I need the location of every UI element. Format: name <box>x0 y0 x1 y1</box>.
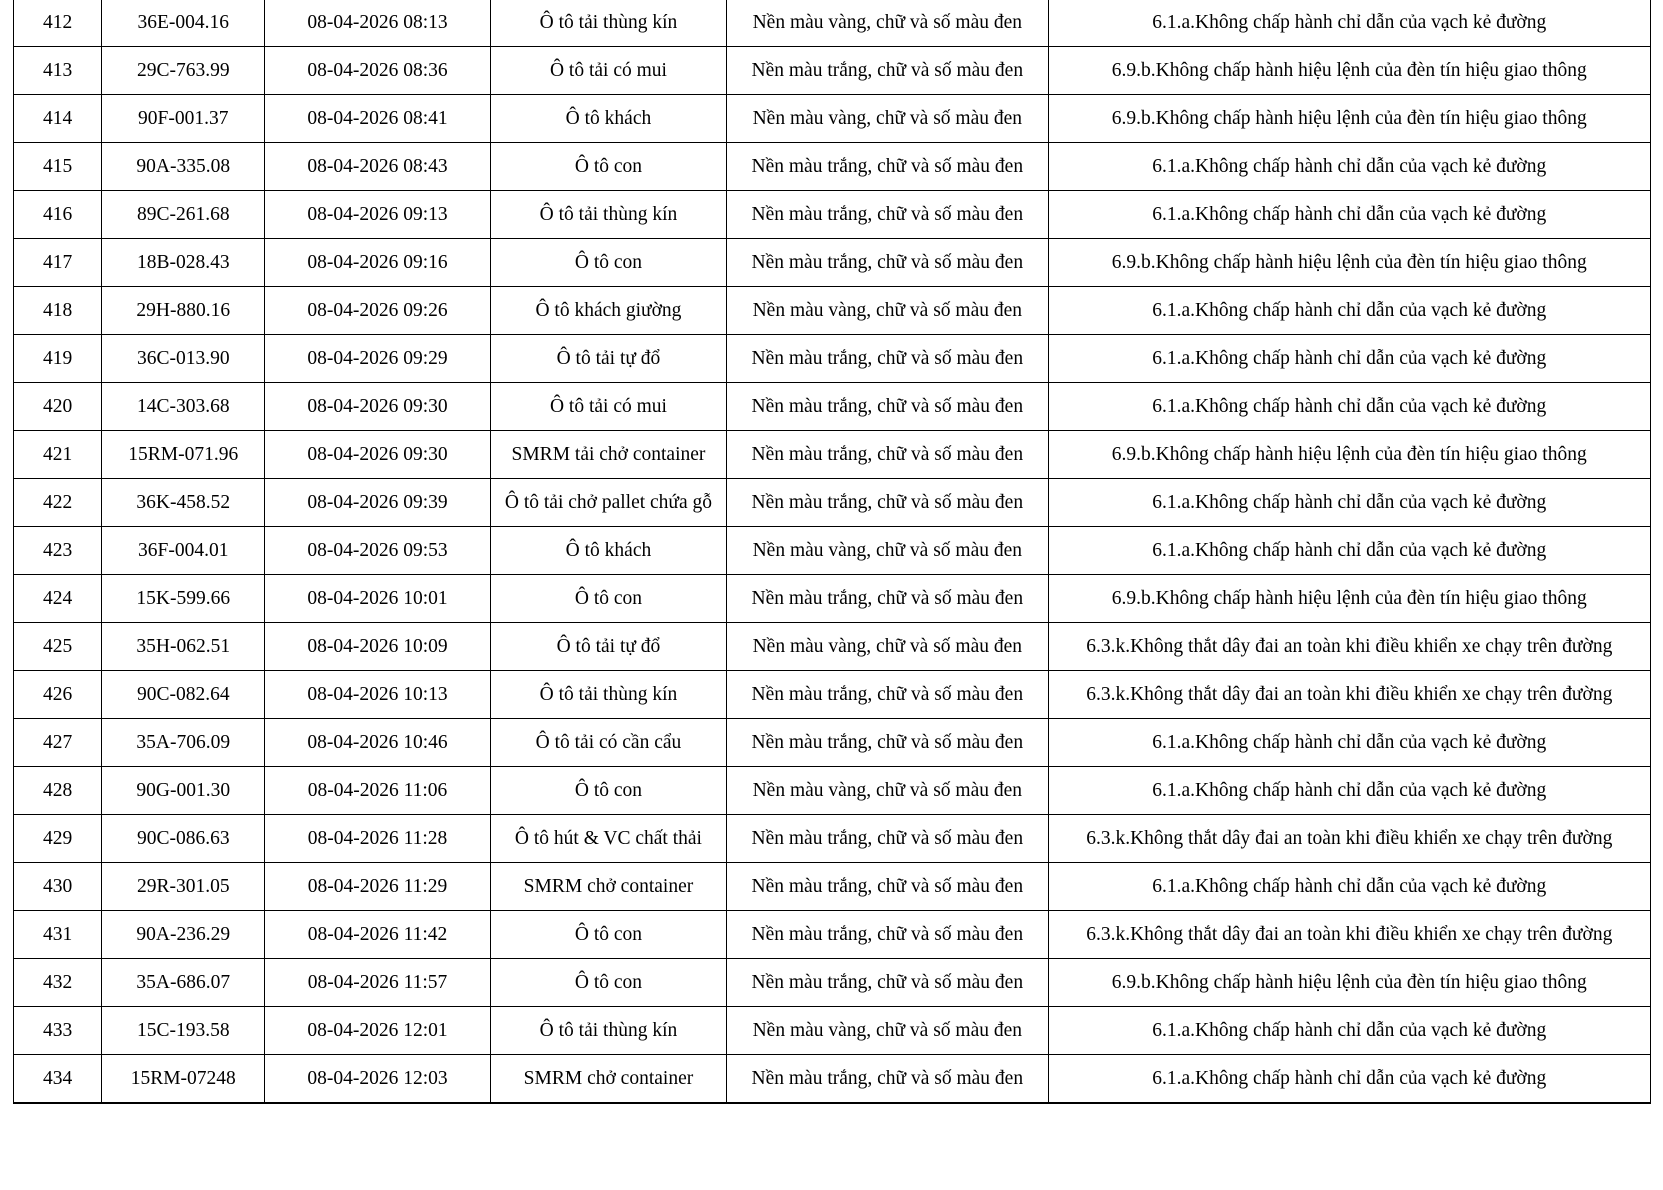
violation-description-cell: 6.1.a.Không chấp hành chỉ dẫn của vạch kẻ đường <box>1048 719 1650 767</box>
violation-time-cell: 08-04-2026 12:03 <box>265 1055 491 1104</box>
violation-time-cell: 08-04-2026 08:13 <box>265 0 491 47</box>
row-number-cell: 418 <box>14 287 102 335</box>
license-plate-cell: 29C-763.99 <box>102 47 265 95</box>
license-plate-cell: 15RM-071.96 <box>102 431 265 479</box>
table-row <box>14 95 1651 143</box>
violation-time-cell: 08-04-2026 09:26 <box>265 287 491 335</box>
violation-description-cell: 6.9.b.Không chấp hành hiệu lệnh của đèn tín hiệu giao thông <box>1048 47 1650 95</box>
vehicle-type-cell: Ô tô khách <box>490 95 726 143</box>
license-plate-cell: 29H-880.16 <box>102 287 265 335</box>
vehicle-type-cell: SMRM tải chở container <box>490 431 726 479</box>
vehicle-type-cell: SMRM chở container <box>490 1055 726 1104</box>
violation-description-cell: 6.1.a.Không chấp hành chỉ dẫn của vạch kẻ đường <box>1048 1007 1650 1055</box>
violation-description-cell: 6.1.a.Không chấp hành chỉ dẫn của vạch kẻ đường <box>1048 335 1650 383</box>
row-number-cell: 417 <box>14 239 102 287</box>
plate-color-cell: Nền màu trắng, chữ và số màu đen <box>727 1055 1048 1104</box>
plate-color-cell: Nền màu vàng, chữ và số màu đen <box>727 287 1048 335</box>
violation-time-cell: 08-04-2026 12:01 <box>265 1007 491 1055</box>
violation-description-cell: 6.3.k.Không thắt dây đai an toàn khi điều khiển xe chạy trên đường <box>1048 911 1650 959</box>
violation-description-cell: 6.9.b.Không chấp hành hiệu lệnh của đèn tín hiệu giao thông <box>1048 431 1650 479</box>
table-row <box>14 863 1651 911</box>
table-row <box>14 575 1651 623</box>
row-number-cell: 413 <box>14 47 102 95</box>
vehicle-type-cell: Ô tô con <box>490 911 726 959</box>
row-number-cell: 420 <box>14 383 102 431</box>
violation-time-cell: 08-04-2026 09:30 <box>265 431 491 479</box>
vehicle-type-cell: Ô tô con <box>490 575 726 623</box>
row-number-cell: 412 <box>14 0 102 47</box>
row-number-cell: 427 <box>14 719 102 767</box>
row-number-cell: 431 <box>14 911 102 959</box>
plate-color-cell: Nền màu trắng, chữ và số màu đen <box>727 143 1048 191</box>
row-number-cell: 416 <box>14 191 102 239</box>
table-row <box>14 959 1651 1007</box>
violation-time-cell: 08-04-2026 09:30 <box>265 383 491 431</box>
violation-time-cell: 08-04-2026 09:39 <box>265 479 491 527</box>
plate-color-cell: Nền màu trắng, chữ và số màu đen <box>727 815 1048 863</box>
license-plate-cell: 14C-303.68 <box>102 383 265 431</box>
plate-color-cell: Nền màu vàng, chữ và số màu đen <box>727 95 1048 143</box>
violation-description-cell: 6.1.a.Không chấp hành chỉ dẫn của vạch kẻ đường <box>1048 767 1650 815</box>
violation-time-cell: 08-04-2026 09:13 <box>265 191 491 239</box>
violation-description-cell: 6.1.a.Không chấp hành chỉ dẫn của vạch kẻ đường <box>1048 527 1650 575</box>
vehicle-type-cell: Ô tô tải tự đổ <box>490 335 726 383</box>
row-number-cell: 415 <box>14 143 102 191</box>
license-plate-cell: 90C-086.63 <box>102 815 265 863</box>
vehicle-type-cell: Ô tô con <box>490 143 726 191</box>
vehicle-type-cell: Ô tô tải thùng kín <box>490 1007 726 1055</box>
table-row <box>14 335 1651 383</box>
violation-description-cell: 6.3.k.Không thắt dây đai an toàn khi điều khiển xe chạy trên đường <box>1048 671 1650 719</box>
plate-color-cell: Nền màu trắng, chữ và số màu đen <box>727 863 1048 911</box>
violation-description-cell: 6.1.a.Không chấp hành chỉ dẫn của vạch kẻ đường <box>1048 0 1650 47</box>
violation-description-cell: 6.9.b.Không chấp hành hiệu lệnh của đèn tín hiệu giao thông <box>1048 959 1650 1007</box>
plate-color-cell: Nền màu vàng, chữ và số màu đen <box>727 0 1048 47</box>
table-row <box>14 911 1651 959</box>
violation-time-cell: 08-04-2026 11:29 <box>265 863 491 911</box>
table-row <box>14 1055 1651 1104</box>
plate-color-cell: Nền màu vàng, chữ và số màu đen <box>727 527 1048 575</box>
table-row <box>14 623 1651 671</box>
vehicle-type-cell: Ô tô khách giường <box>490 287 726 335</box>
license-plate-cell: 36E-004.16 <box>102 0 265 47</box>
violation-time-cell: 08-04-2026 09:53 <box>265 527 491 575</box>
license-plate-cell: 15C-193.58 <box>102 1007 265 1055</box>
plate-color-cell: Nền màu trắng, chữ và số màu đen <box>727 719 1048 767</box>
violation-time-cell: 08-04-2026 08:41 <box>265 95 491 143</box>
violation-time-cell: 08-04-2026 10:46 <box>265 719 491 767</box>
vehicle-type-cell: SMRM chở container <box>490 863 726 911</box>
vehicle-type-cell: Ô tô tải chở pallet chứa gỗ <box>490 479 726 527</box>
table-row <box>14 767 1651 815</box>
row-number-cell: 425 <box>14 623 102 671</box>
table-row <box>14 239 1651 287</box>
license-plate-cell: 90A-236.29 <box>102 911 265 959</box>
violation-description-cell: 6.1.a.Không chấp hành chỉ dẫn của vạch kẻ đường <box>1048 479 1650 527</box>
table-row <box>14 47 1651 95</box>
violation-time-cell: 08-04-2026 10:13 <box>265 671 491 719</box>
plate-color-cell: Nền màu trắng, chữ và số màu đen <box>727 431 1048 479</box>
violation-time-cell: 08-04-2026 09:16 <box>265 239 491 287</box>
table-row <box>14 815 1651 863</box>
vehicle-type-cell: Ô tô con <box>490 767 726 815</box>
violation-description-cell: 6.3.k.Không thắt dây đai an toàn khi điều khiển xe chạy trên đường <box>1048 623 1650 671</box>
license-plate-cell: 35A-706.09 <box>102 719 265 767</box>
license-plate-cell: 15RM-07248 <box>102 1055 265 1104</box>
row-number-cell: 432 <box>14 959 102 1007</box>
license-plate-cell: 36F-004.01 <box>102 527 265 575</box>
license-plate-cell: 15K-599.66 <box>102 575 265 623</box>
license-plate-cell: 35A-686.07 <box>102 959 265 1007</box>
plate-color-cell: Nền màu trắng, chữ và số màu đen <box>727 191 1048 239</box>
table-row <box>14 0 1651 47</box>
vehicle-type-cell: Ô tô tải có cần cẩu <box>490 719 726 767</box>
row-number-cell: 429 <box>14 815 102 863</box>
table-row <box>14 719 1651 767</box>
vehicle-type-cell: Ô tô con <box>490 239 726 287</box>
vehicle-type-cell: Ô tô hút & VC chất thải <box>490 815 726 863</box>
table-row <box>14 479 1651 527</box>
row-number-cell: 433 <box>14 1007 102 1055</box>
violation-description-cell: 6.1.a.Không chấp hành chỉ dẫn của vạch kẻ đường <box>1048 383 1650 431</box>
plate-color-cell: Nền màu vàng, chữ và số màu đen <box>727 623 1048 671</box>
row-number-cell: 430 <box>14 863 102 911</box>
violation-time-cell: 08-04-2026 10:09 <box>265 623 491 671</box>
violation-description-cell: 6.1.a.Không chấp hành chỉ dẫn của vạch kẻ đường <box>1048 1055 1650 1104</box>
plate-color-cell: Nền màu trắng, chữ và số màu đen <box>727 479 1048 527</box>
license-plate-cell: 90A-335.08 <box>102 143 265 191</box>
plate-color-cell: Nền màu trắng, chữ và số màu đen <box>727 671 1048 719</box>
vehicle-type-cell: Ô tô con <box>490 959 726 1007</box>
vehicle-type-cell: Ô tô khách <box>490 527 726 575</box>
table-row <box>14 431 1651 479</box>
plate-color-cell: Nền màu trắng, chữ và số màu đen <box>727 911 1048 959</box>
license-plate-cell: 90G-001.30 <box>102 767 265 815</box>
plate-color-cell: Nền màu trắng, chữ và số màu đen <box>727 47 1048 95</box>
table-row <box>14 143 1651 191</box>
license-plate-cell: 89C-261.68 <box>102 191 265 239</box>
license-plate-cell: 29R-301.05 <box>102 863 265 911</box>
row-number-cell: 422 <box>14 479 102 527</box>
plate-color-cell: Nền màu vàng, chữ và số màu đen <box>727 767 1048 815</box>
row-number-cell: 428 <box>14 767 102 815</box>
license-plate-cell: 35H-062.51 <box>102 623 265 671</box>
violation-time-cell: 08-04-2026 08:43 <box>265 143 491 191</box>
license-plate-cell: 90F-001.37 <box>102 95 265 143</box>
row-number-cell: 414 <box>14 95 102 143</box>
violation-time-cell: 08-04-2026 09:29 <box>265 335 491 383</box>
violation-time-cell: 08-04-2026 11:28 <box>265 815 491 863</box>
license-plate-cell: 18B-028.43 <box>102 239 265 287</box>
license-plate-cell: 90C-082.64 <box>102 671 265 719</box>
violation-description-cell: 6.3.k.Không thắt dây đai an toàn khi điều khiển xe chạy trên đường <box>1048 815 1650 863</box>
violation-description-cell: 6.1.a.Không chấp hành chỉ dẫn của vạch kẻ đường <box>1048 287 1650 335</box>
plate-color-cell: Nền màu trắng, chữ và số màu đen <box>727 959 1048 1007</box>
violation-description-cell: 6.9.b.Không chấp hành hiệu lệnh của đèn tín hiệu giao thông <box>1048 239 1650 287</box>
violations-table <box>13 0 1651 1104</box>
plate-color-cell: Nền màu vàng, chữ và số màu đen <box>727 1007 1048 1055</box>
vehicle-type-cell: Ô tô tải thùng kín <box>490 191 726 239</box>
vehicle-type-cell: Ô tô tải thùng kín <box>490 0 726 47</box>
row-number-cell: 419 <box>14 335 102 383</box>
table-row <box>14 191 1651 239</box>
table-row <box>14 671 1651 719</box>
vehicle-type-cell: Ô tô tải tự đổ <box>490 623 726 671</box>
plate-color-cell: Nền màu trắng, chữ và số màu đen <box>727 575 1048 623</box>
vehicle-type-cell: Ô tô tải có mui <box>490 47 726 95</box>
violation-description-cell: 6.1.a.Không chấp hành chỉ dẫn của vạch kẻ đường <box>1048 863 1650 911</box>
violation-description-cell: 6.9.b.Không chấp hành hiệu lệnh của đèn tín hiệu giao thông <box>1048 575 1650 623</box>
violation-description-cell: 6.1.a.Không chấp hành chỉ dẫn của vạch kẻ đường <box>1048 191 1650 239</box>
violations-table-body <box>14 0 1651 1103</box>
row-number-cell: 426 <box>14 671 102 719</box>
violation-time-cell: 08-04-2026 08:36 <box>265 47 491 95</box>
violation-description-cell: 6.9.b.Không chấp hành hiệu lệnh của đèn tín hiệu giao thông <box>1048 95 1650 143</box>
license-plate-cell: 36K-458.52 <box>102 479 265 527</box>
plate-color-cell: Nền màu trắng, chữ và số màu đen <box>727 383 1048 431</box>
violation-time-cell: 08-04-2026 11:42 <box>265 911 491 959</box>
violation-description-cell: 6.1.a.Không chấp hành chỉ dẫn của vạch kẻ đường <box>1048 143 1650 191</box>
row-number-cell: 434 <box>14 1055 102 1104</box>
row-number-cell: 424 <box>14 575 102 623</box>
table-row <box>14 1007 1651 1055</box>
row-number-cell: 423 <box>14 527 102 575</box>
violation-time-cell: 08-04-2026 11:57 <box>265 959 491 1007</box>
vehicle-type-cell: Ô tô tải thùng kín <box>490 671 726 719</box>
table-row <box>14 287 1651 335</box>
table-row <box>14 527 1651 575</box>
vehicle-type-cell: Ô tô tải có mui <box>490 383 726 431</box>
row-number-cell: 421 <box>14 431 102 479</box>
license-plate-cell: 36C-013.90 <box>102 335 265 383</box>
violation-time-cell: 08-04-2026 10:01 <box>265 575 491 623</box>
plate-color-cell: Nền màu trắng, chữ và số màu đen <box>727 335 1048 383</box>
violation-time-cell: 08-04-2026 11:06 <box>265 767 491 815</box>
table-row <box>14 383 1651 431</box>
plate-color-cell: Nền màu trắng, chữ và số màu đen <box>727 239 1048 287</box>
